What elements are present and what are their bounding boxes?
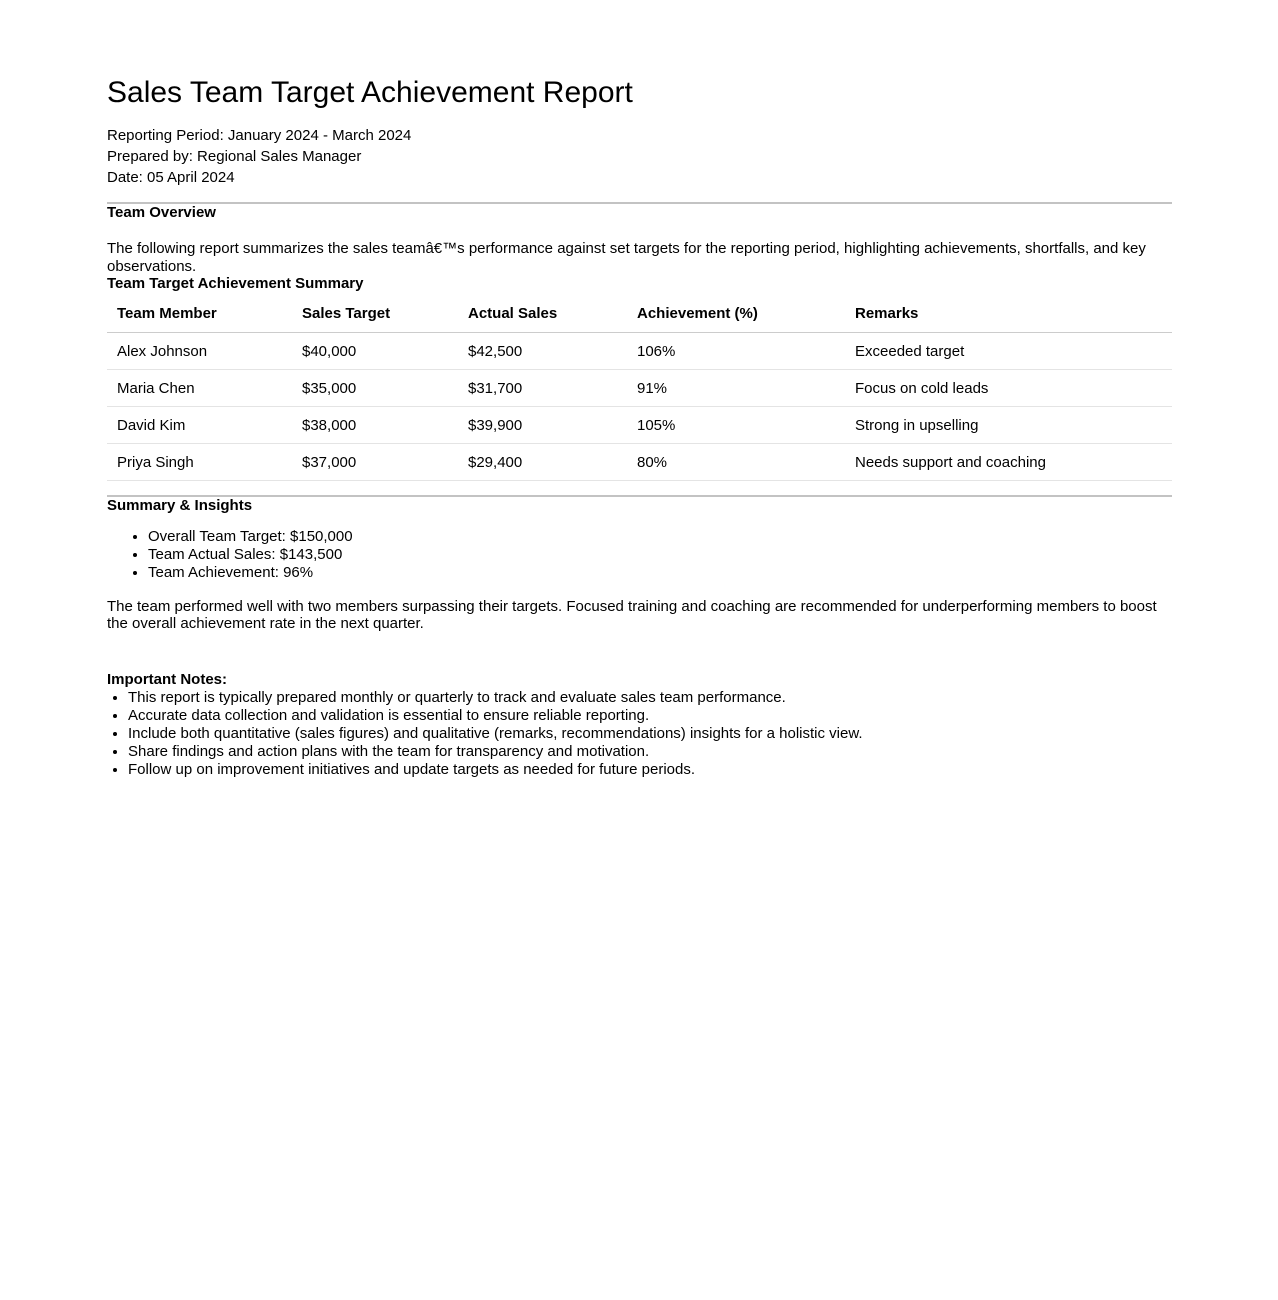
cell-remarks: Focus on cold leads bbox=[845, 369, 1172, 406]
column-header-sales-target: Sales Target bbox=[292, 299, 458, 333]
cell-remarks: Needs support and coaching bbox=[845, 443, 1172, 480]
meta-reporting-period: Reporting Period: January 2024 - March 2024 bbox=[107, 127, 412, 144]
cell-actual-sales: $42,500 bbox=[458, 332, 627, 369]
report-title: Sales Team Target Achievement Report bbox=[107, 76, 633, 109]
cell-remarks: Strong in upselling bbox=[845, 406, 1172, 443]
important-notes-list bbox=[107, 689, 1172, 779]
summary-insights-list bbox=[107, 528, 1172, 582]
list-item: • Team Achievement: 96% bbox=[148, 564, 1172, 582]
meta-date: Date: 05 April 2024 bbox=[107, 169, 235, 186]
meta-prepared-by: Prepared by: Regional Sales Manager bbox=[107, 148, 362, 165]
list-item: • Follow up on improvement initiatives and update targets as needed for future periods. bbox=[128, 761, 1172, 779]
cell-actual-sales: $31,700 bbox=[458, 369, 627, 406]
summary-insights-text: The team performed well with two members surpassing their targets. Focused training and coaching are recommended for underperforming members to boost the overall achievement rate in the next quarter. bbox=[107, 597, 1157, 633]
column-header-actual-sales: Actual Sales bbox=[458, 299, 627, 333]
column-header-team-member: Team Member bbox=[107, 299, 292, 333]
column-header-achievement: Achievement (%) bbox=[627, 299, 845, 333]
cell-team-member: David Kim bbox=[107, 406, 292, 443]
cell-sales-target: $35,000 bbox=[292, 369, 458, 406]
cell-sales-target: $37,000 bbox=[292, 443, 458, 480]
table-row bbox=[107, 443, 1172, 480]
cell-achievement: 106% bbox=[627, 332, 845, 369]
cell-team-member: Priya Singh bbox=[107, 443, 292, 480]
list-item: • This report is typically prepared monthly or quarterly to track and evaluate sales team performance. bbox=[128, 689, 1172, 707]
cell-sales-target: $38,000 bbox=[292, 406, 458, 443]
list-item: • Include both quantitative (sales figures) and qualitative (remarks, recommendations) insights for a holistic view. bbox=[128, 725, 1172, 743]
cell-actual-sales: $39,900 bbox=[458, 406, 627, 443]
list-item: • Accurate data collection and validation is essential to ensure reliable reporting. bbox=[128, 707, 1172, 725]
table-row bbox=[107, 406, 1172, 443]
report-meta bbox=[107, 125, 1172, 188]
cell-remarks: Exceeded target bbox=[845, 332, 1172, 369]
summary-table-heading: Team Target Achievement Summary bbox=[107, 275, 364, 293]
cell-sales-target: $40,000 bbox=[292, 332, 458, 369]
cell-team-member: Alex Johnson bbox=[107, 332, 292, 369]
summary-insights-heading: Summary & Insights bbox=[107, 496, 253, 514]
table-row bbox=[107, 332, 1172, 369]
team-overview-text: The following report summarizes the sales teamâ€™s performance against set targets for the reporting period, highlighting achievements, shortfalls, and key observations. bbox=[107, 240, 1146, 275]
cell-actual-sales: $29,400 bbox=[458, 443, 627, 480]
important-notes-heading: Important Notes: bbox=[107, 670, 227, 688]
cell-achievement: 105% bbox=[627, 406, 845, 443]
list-item: • Share findings and action plans with the team for transparency and motivation. bbox=[128, 743, 1172, 761]
report-content bbox=[107, 0, 1172, 779]
cell-team-member: Maria Chen bbox=[107, 369, 292, 406]
achievement-table bbox=[107, 299, 1172, 481]
team-overview-heading: Team Overview bbox=[107, 204, 216, 221]
cell-achievement: 80% bbox=[627, 443, 845, 480]
cell-achievement: 91% bbox=[627, 369, 845, 406]
list-item: • Team Actual Sales: $143,500 bbox=[148, 546, 1172, 564]
list-item: • Overall Team Target: $150,000 bbox=[148, 528, 1172, 546]
important-notes-section bbox=[107, 671, 1172, 779]
table-row bbox=[107, 369, 1172, 406]
table-header-row bbox=[107, 299, 1172, 333]
column-header-remarks: Remarks bbox=[845, 299, 1172, 333]
